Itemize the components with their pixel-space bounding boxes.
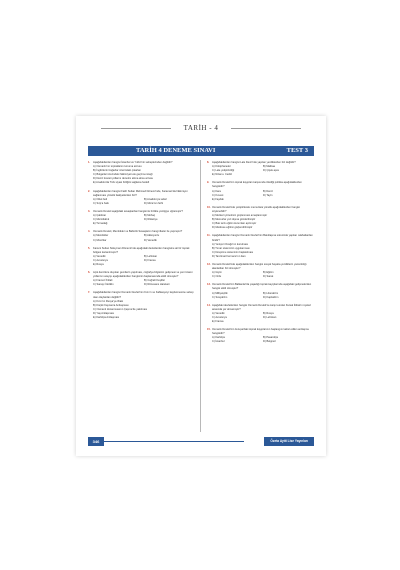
publisher-label: Özeta Aytti Lise Yayınları [264,437,314,446]
answer-option[interactable]: B) Küçük Kaynarca Antlaşması [93,303,129,307]
question-text: Osmanlı Devleti'nin Avrupa'daki toprak kayıplarının başlangıcı kabul edilen antlaşma hangisidir? [212,328,309,336]
answer-option[interactable]: A) Kara [212,189,221,193]
question-number: 11. [207,234,211,238]
question-item [207,263,314,279]
answer-option[interactable]: D) Tanzimat Fermanı'nın ilanı [212,254,246,258]
question-number: 9. [207,181,210,185]
question-text: Osmanlı Devleti'nde aşağıdakilerden hangisi sosyal hayatta yeniliklerin yansıtıldığı alanlardan biri olmuştur? [212,262,307,271]
question-item [207,283,314,299]
answer-options [207,336,314,344]
question-item [88,230,195,242]
title-rule-left [101,128,171,129]
answer-options [207,312,314,324]
answer-option[interactable]: B) Rusya [263,311,274,315]
answer-option[interactable]: C) Devşirme sisteminin başlatılması [212,250,254,254]
sheet-title [76,124,326,132]
question-number: 8. [207,161,210,164]
answer-option[interactable]: A) Venedik [93,254,106,258]
answer-options [207,190,314,202]
answer-option[interactable]: B) Akkoyunlu [144,234,160,238]
answer-option[interactable]: E) Fransa [212,320,224,324]
answer-option[interactable]: E) Rusya [93,262,104,266]
question-stem [207,234,314,242]
answer-options [88,165,195,185]
answer-options [88,279,195,287]
banner-test-label: TEST 3 [286,147,308,154]
answer-option[interactable]: B) Memurlar yurt dışına gönderilmiştir [212,218,256,222]
answer-option[interactable]: D) Fransa [144,258,156,262]
answer-option[interactable]: D) Medrese eğitimi güçlendirilmiştir [212,226,253,230]
answer-options [88,198,195,206]
question-number: 12. [207,262,211,266]
question-text: Aşağıdakilerden hangisi Lale Devri'nde yapılan yeniliklerden biri değildir? [212,161,296,164]
answer-option[interactable]: B) Coğrafi Keşifler [144,279,166,283]
answer-option[interactable]: C) Sosyalizm [212,295,228,299]
question-item [88,210,195,226]
answer-option[interactable]: E) Karlofça Antlaşması [93,316,120,319]
answer-option[interactable]: D) Deniz ticareti yollarını denetim altına alma arzusu [93,177,154,181]
question-text: Osmanlı Devleti, Memlükler ve Babürlü Savaşlarını hangi ilkeler ile yapmıştır? [93,230,183,234]
answer-option[interactable]: D) Kapitalizm [263,295,279,299]
answer-option[interactable]: B) Eğitim [263,271,274,275]
answer-option[interactable]: B) Lehistan [144,254,158,258]
answer-options [88,300,195,320]
answer-options [207,243,314,259]
answer-option[interactable]: C) Sırp'a hattı [93,201,109,205]
question-number: 13. [207,283,211,287]
answer-option[interactable]: A) Kırım'ın Rusya'ya ilhakı [93,299,124,303]
answer-option[interactable]: B) Mohaç [144,214,156,218]
left-question-column [88,161,195,324]
answer-option[interactable]: C) Kuvvet [212,193,224,197]
question-item [88,271,195,287]
question-stem [207,206,314,214]
answer-option[interactable]: D) Lehistan [263,316,277,319]
answer-options [88,234,195,242]
answer-option[interactable]: A) Fransız İhtilali [93,279,113,283]
answer-options [88,214,195,226]
answer-option[interactable]: D) Venedik [144,238,157,242]
question-item [88,161,195,186]
page-number: 346 [88,437,104,446]
answer-option[interactable]: D) Mora'nın fethi [144,201,164,205]
test-banner [88,146,314,156]
answer-option[interactable]: B) Liberalizm [263,291,279,295]
question-text: Aşağıdakilerden hangisi Fatih Sultan Mehmed Dönemi'nde, Karaman'da hâkimiyet sağlanması yönelik faaliyetlerden biri? [93,189,188,197]
question-number: 10. [207,205,211,209]
question-number: 15. [207,328,211,332]
answer-option[interactable]: C) Lale yetiştiriciliği [212,169,235,173]
answer-option[interactable]: A) Giyim [212,271,222,275]
question-item [88,247,195,267]
question-text: Aşağıdakilerden hangisi Osmanlı Devleti'nin Kırım'ı ve Kafkasya'yı kaybetmesine sebep olan olaylardan değildir? [93,291,194,299]
question-number: 5. [88,246,91,250]
question-stem [207,263,314,271]
title-rule-right [231,128,301,129]
answer-option[interactable]: A) Merkezi yönetimin güçlenmesi amaçlanmıştır [212,214,268,218]
question-text: Açık denizlere duyulan gemilerin yapılması, coğrafya bilgisinin gelişmesi ve yeni ticaret yollarının arayışı aşağıdakilerden hangisinin başlamasında etkili olmuştur? [93,271,193,279]
answer-option[interactable]: B) Deniz [263,189,273,193]
question-stem [207,304,314,312]
answer-options [207,292,314,300]
answer-option[interactable]: A) Çaldıran [93,214,107,218]
answer-option[interactable]: E) Faydalı [212,197,224,201]
answer-option[interactable]: C) Sanayi İnkılâbı [93,283,114,287]
answer-option[interactable]: C) Bulgarlar üzerindeki hâkimiyeti ele geçirme isteği [93,173,153,177]
answer-option[interactable]: D) Rönesans Hareketi [144,283,170,287]
right-question-column [207,161,314,349]
answer-option[interactable]: B) Matbaa [263,165,275,169]
answer-option[interactable]: D) Yaş Antlaşması [93,311,115,315]
question-item [207,304,314,324]
answer-option[interactable]: D) Ridaniye [144,218,158,222]
answer-option[interactable]: B) Tımar sisteminin uygulanması [212,246,250,250]
question-stem [207,283,314,291]
question-text: Aşağıdakilerden hangisi Osmanlı Devleti'nin Batılılaşma sürecinde yapılan ıslahatlardan biridir? [212,234,313,242]
answer-option[interactable]: D) Tayin [263,193,273,197]
answer-option[interactable]: C) Osmanlı donanmasının Çeşme'de yakılması [93,307,148,311]
answer-option[interactable]: B) Anadolu'ya seferi [144,197,167,201]
answer-option[interactable]: C) Mercidabık [93,218,110,222]
worksheet-page [76,116,326,456]
question-text: Aşağıdaki devletlerden hangisi Osmanlı Devleti'ne karşı kurulan Kutsal İttifak'ın üyeleri arasında yer almamıştır? [212,303,312,311]
question-item [207,181,314,201]
question-text: Osmanlı Devleti'nin Balkanlar'da yaşadığı toprak kayıplarında aşağıdaki gelişmelerden hangisi etkili olmuştur? [212,283,312,291]
answer-option[interactable]: C) Avusturya [212,316,227,319]
answer-option[interactable]: D) Sanat [263,275,274,279]
answer-option[interactable]: A) Venedik [212,311,225,315]
question-item [207,161,314,177]
question-item [207,206,314,231]
answer-options [207,214,314,230]
answer-options [207,165,314,177]
footer-rule [104,441,244,442]
question-item [88,190,195,206]
answer-option[interactable]: D) Çiçek aşısı [263,169,280,173]
question-text: Osmanlı Devleti aşağıdaki savaşlardan hangisi ile birlikte yenilgiye uğramıştır? [93,209,183,213]
question-number: 14. [207,303,211,307]
question-text: Kanuni Sultan Süleyman Dönemi'nde aşağıdaki devletlerden hangisine ait bir toprak bölgesi kazanılmıştır? [93,246,190,254]
question-number: 7. [88,291,91,295]
question-number: 3. [88,209,91,213]
answer-option[interactable]: A) Otluk beli [93,197,108,201]
question-stem [88,291,195,299]
answer-option[interactable]: A) Memlükler [93,234,109,238]
answer-option[interactable]: A) Kütüphaneler [212,165,231,169]
answer-option[interactable]: D) Belgrad [263,340,276,344]
banner-title: TARİH 4 DENEME SINAVI [136,147,216,154]
answer-option[interactable]: A) Osmanlı'nın topraklarını koruma arzusu [93,165,142,169]
question-number: 1. [88,161,91,164]
question-number: 2. [88,189,91,193]
question-number: 4. [88,230,91,234]
answer-option[interactable]: B) Pasarofça [263,336,278,340]
question-text: Osmanlı Devleti'nde yetiştirilecek memurlara yönelik aşağıdakilerden hangisi söylenebilir? [212,205,300,213]
answer-option[interactable]: C) Ordu [212,275,222,279]
answer-options [88,255,195,267]
answer-option[interactable]: C) Batı tarzı eğitim kurumları açılmıştır [212,222,257,226]
question-stem [88,247,195,255]
question-text: Osmanlı Devleti'nin toprak kayıpları karşısında izlediği politika aşağıdakilerden hangisidir? [212,181,302,189]
answer-option[interactable]: B) İngilizlerin boğazlar üzerindeki çıkarları [93,169,142,173]
answer-options [207,271,314,279]
answer-option[interactable]: A) Milliyetçilik [212,291,228,295]
column-divider [200,160,201,432]
answer-option[interactable]: C) Avusturya [93,258,108,262]
answer-option[interactable]: E) Turnadağ [93,222,108,226]
question-item [207,234,314,259]
question-stem [207,181,314,189]
answer-option[interactable]: E) Nizam-ı Cedid [212,173,232,177]
answer-option[interactable]: A) Yeniçeri Ocağı'nın kurulması [212,242,249,246]
answer-option[interactable]: C) Mısırlılar [93,238,107,242]
sheet-title-text: TARİH - 4 [183,124,219,132]
answer-option[interactable]: A) Karlofça [212,336,225,340]
answer-option[interactable]: C) İstanbul [212,340,225,344]
question-number: 6. [88,271,91,275]
answer-option[interactable]: E) Anadolu'da Türk siyasi birliğini sağlama hedefi [93,181,150,185]
question-text: Aşağıdakilerden hangisi İstanbul ve Yıldız'nin sebeplerinden değildir? [93,161,173,164]
page-footer [88,437,314,446]
question-item [88,291,195,320]
question-stem [88,190,195,198]
question-item [207,328,314,344]
